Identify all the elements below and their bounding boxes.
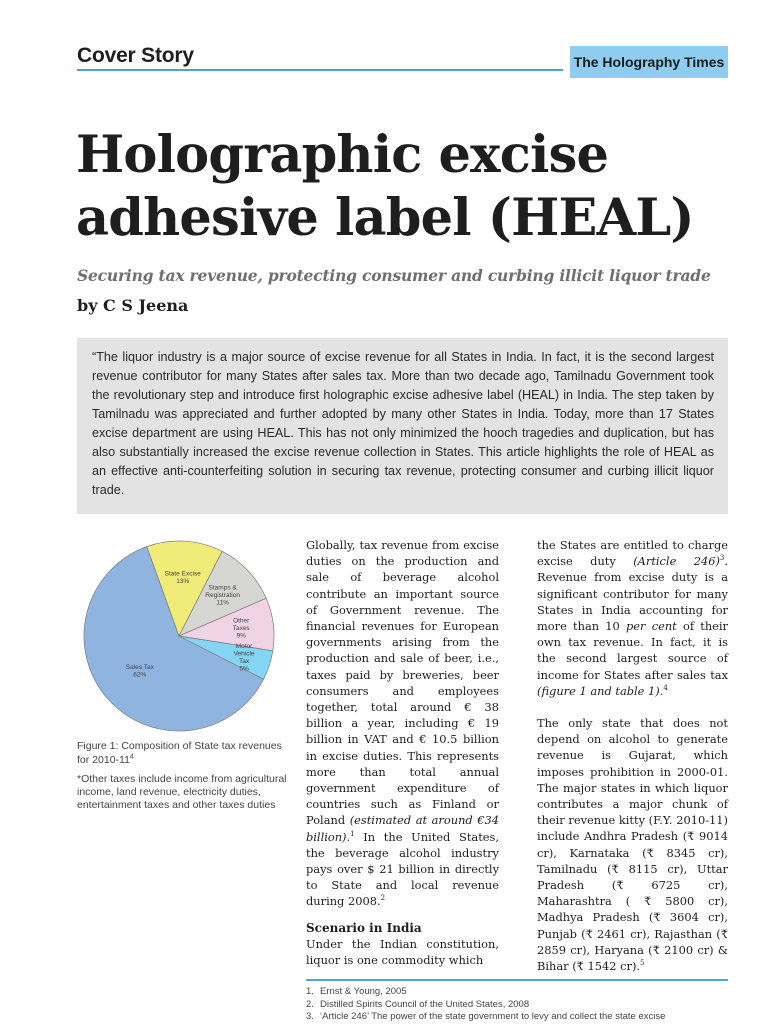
publication-name: The Holography Times bbox=[573, 54, 725, 70]
footnote-ref-4: 4 bbox=[663, 684, 668, 693]
paragraph-global-revenue: Globally, tax revenue from excise duties on the production and sale of beverage alcohol contribute an important source of Government revenue. The financial revenues for European governments arising from the production and sale of beer, i.e., taxes paid by breweries, beer consumers and employees together, total around € 38 billion a year, including € 19 billion in VAT and € 10.5 billion in excise duties. This represents more than total annual government expenditure of countries such as Finland or Poland (estimated at around €34 billion).$^1$ In the United States, the beverage alcohol industry pays over $ 21 billion in directly to State and local revenue during 2008.$^2$ bbox=[306, 538, 499, 909]
footnote-3: 3. ‘Article 246’ The power of the state government to levy and collect the state excise bbox=[306, 1011, 666, 1022]
byline: by C S Jeena bbox=[77, 296, 189, 315]
pie-label-sales-tax: Sales Tax 62% bbox=[125, 663, 154, 679]
figure-caption-ref: 4 bbox=[129, 753, 134, 761]
pie-label-stamps-registration: Stamps & Registration 11% bbox=[205, 584, 240, 607]
pie-label-other-taxes: Other Taxes 9% bbox=[232, 617, 250, 640]
article-subtitle: Securing tax revenue, protecting consumer and curbing illicit liquor trade bbox=[77, 266, 711, 285]
body-column-1 bbox=[306, 537, 499, 968]
header-rule bbox=[77, 69, 563, 71]
footnote-ref-3: 3 bbox=[719, 554, 725, 563]
footnote-ref-1: 1 bbox=[350, 829, 355, 838]
title-line-1: Holographic excise bbox=[76, 125, 609, 185]
pie-label-state-excise: State Excise 13% bbox=[164, 570, 201, 585]
title-line-2: adhesive label (HEAL) bbox=[76, 188, 694, 248]
footnote-1: 1. Ernst & Young, 2005 bbox=[306, 986, 407, 997]
figure-note: *Other taxes include income from agricultural income, land revenue, electricity duties, entertainment taxes and other taxes duties bbox=[77, 773, 287, 811]
article-title bbox=[76, 124, 736, 250]
body-column-2 bbox=[537, 537, 728, 974]
pie-chart bbox=[77, 538, 282, 734]
pie-label-motor-vehicle-tax: Motor Vehicle Tax 5% bbox=[233, 642, 255, 673]
footnote-ref-2: 2 bbox=[380, 894, 386, 903]
abstract-text: “The liquor industry is a major source of excise revenue for all States in India. In fact, it is the second largest revenue contributor for many States after sales tax. More than two decade ago, Tamilnadu Government took the revolutionary step and introduce first holographic excise adhesive label (HEAL) in India. The step taken by Tamilnadu was appreciated and further adopted by many other States in India. Today, more than 17 States excise department are using HEAL. This has not only minimized the hooch tragedies and duplication, but has also substantially increased the excise revenue collection in States. This article highlights the role of HEAL as an effective anti-counterfeiting solution in securing tax revenue, protecting consumer and curbing illicit liquor trade. bbox=[92, 350, 714, 497]
paragraph-constitution: Under the Indian constitution, liquor is one commodity which bbox=[306, 936, 499, 968]
footnote-rule bbox=[306, 979, 728, 981]
publication-badge bbox=[570, 46, 728, 78]
footnote-ref-5: 5 bbox=[640, 959, 645, 968]
footnotes bbox=[306, 986, 736, 1024]
subhead-scenario-india: Scenario in India bbox=[306, 920, 422, 935]
abstract-box bbox=[77, 338, 728, 514]
paragraph-excise-duty: the States are entitled to charge excise duty (Article 246)$^3$. Revenue from excise duty is a significant contributor for many States in India accounting for more than 10 per cent of their own tax revenue. In fact, it is the second largest source of income for States after sales tax (figure 1 and table 1).$^4$ bbox=[537, 538, 728, 698]
footnote-2: 2. Distilled Spirits Council of the United States, 2008 bbox=[306, 998, 530, 1010]
paragraph-states-revenue: The only state that does not depend on alcohol to generate revenue is Gujarat, which imposes prohibition in 2000-01. The major states in which liquor contributes a major chunk of their revenue kitty (F.Y. 2010-11) include Andhra Pradesh (₹ 9014 cr), Karnataka (₹ 8345 cr), Tamilnadu (₹ 8115 cr), Uttar Pradesh (₹ 6725 cr), Maharashtra ( ₹ 5800 cr), Madhya Pradesh (₹ 3604 cr), Punjab (₹ 2461 cr), Rajasthan (₹ 2859 cr), Haryana (₹ 2100 cr) & Bihar (₹ 1542 cr).$^5$ bbox=[537, 716, 728, 974]
section-label: Cover Story bbox=[77, 44, 194, 67]
figure-caption: Figure 1: Composition of State tax revenues for $2010-11^4$ bbox=[77, 740, 282, 766]
